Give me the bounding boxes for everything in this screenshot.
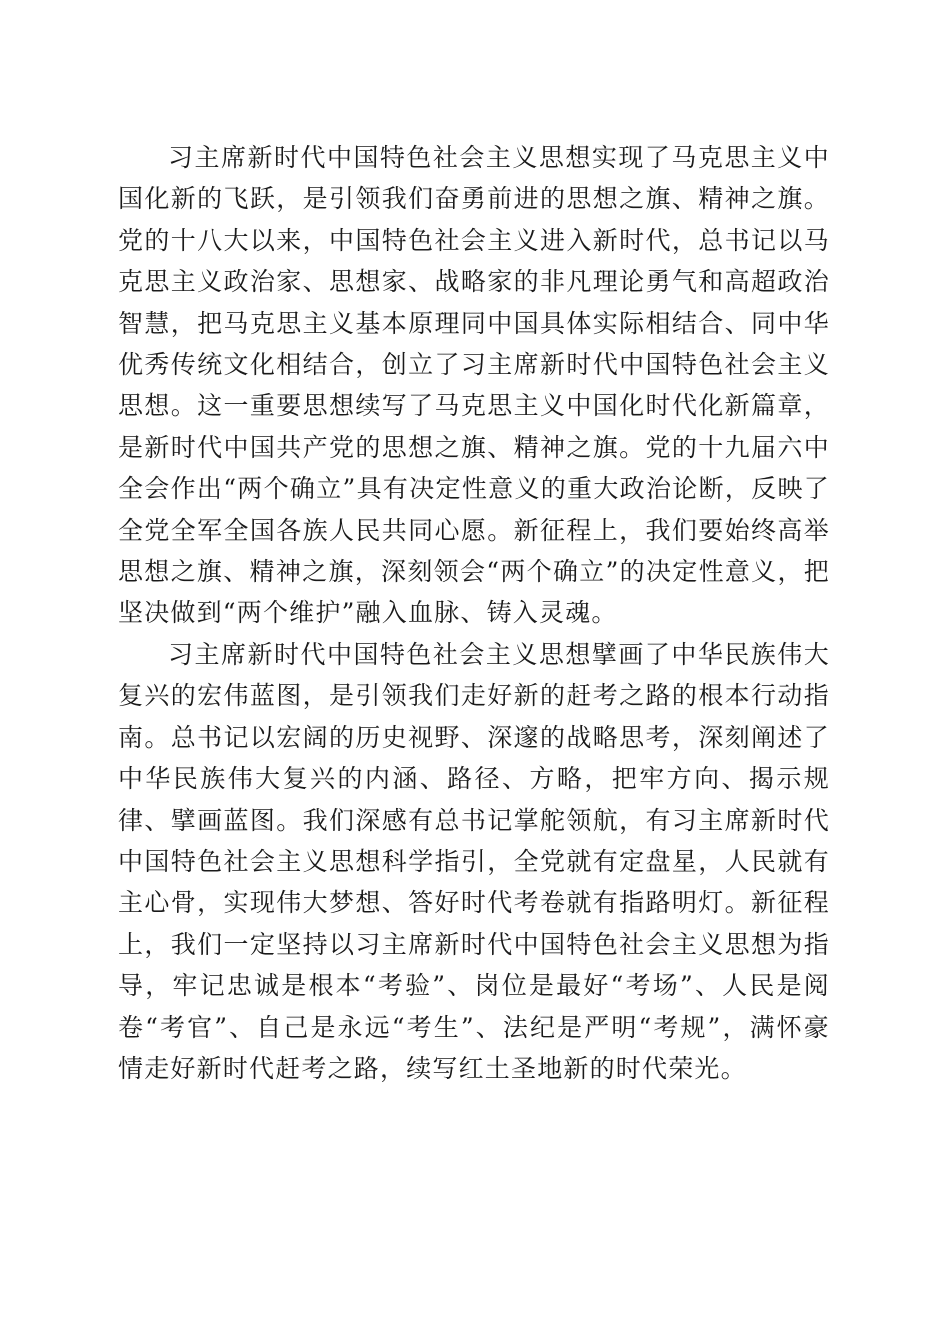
document-body [118, 137, 830, 1089]
paragraph: 习主席新时代中国特色社会主义思想擘画了中华民族伟大复兴的宏伟蓝图，是引领我们走好新的赶考之路的根本行动指南。总书记以宏阔的历史视野、深邃的战略思考，深刻阐述了中华民族伟大复兴的内涵、路径、方略，把牢方向、揭示规律、擘画蓝图。我们深感有总书记掌舵领航，有习主席新时代中国特色社会主义思想科学指引，全党就有定盘星，人民就有主心骨，实现伟大梦想、答好时代考卷就有指路明灯。新征程上，我们一定坚持以习主席新时代中国特色社会主义思想为指导，牢记忠诚是根本“考验”、岗位是最好“考场”、人民是阅卷“考官”、自己是永远“考生”、法纪是严明“考规”，满怀豪情走好新时代赶考之路，续写红土圣地新的时代荣光。 [118, 639, 830, 1083]
paragraph: 习主席新时代中国特色社会主义思想实现了马克思主义中国化新的飞跃，是引领我们奋勇前进的思想之旗、精神之旗。党的十八大以来，中国特色社会主义进入新时代，总书记以马克思主义政治家、思想家、战略家的非凡理论勇气和高超政治智慧，把马克思主义基本原理同中国具体实际相结合、同中华优秀传统文化相结合，创立了习主席新时代中国特色社会主义思想。这一重要思想续写了马克思主义中国化时代化新篇章，是新时代中国共产党的思想之旗、精神之旗。党的十九届六中全会作出“两个确立”具有决定性意义的重大政治论断，反映了全党全军全国各族人民共同心愿。新征程上，我们要始终高举思想之旗、精神之旗，深刻领会“两个确立”的决定性意义，把坚决做到“两个维护”融入血脉、铸入灵魂。 [118, 143, 830, 628]
